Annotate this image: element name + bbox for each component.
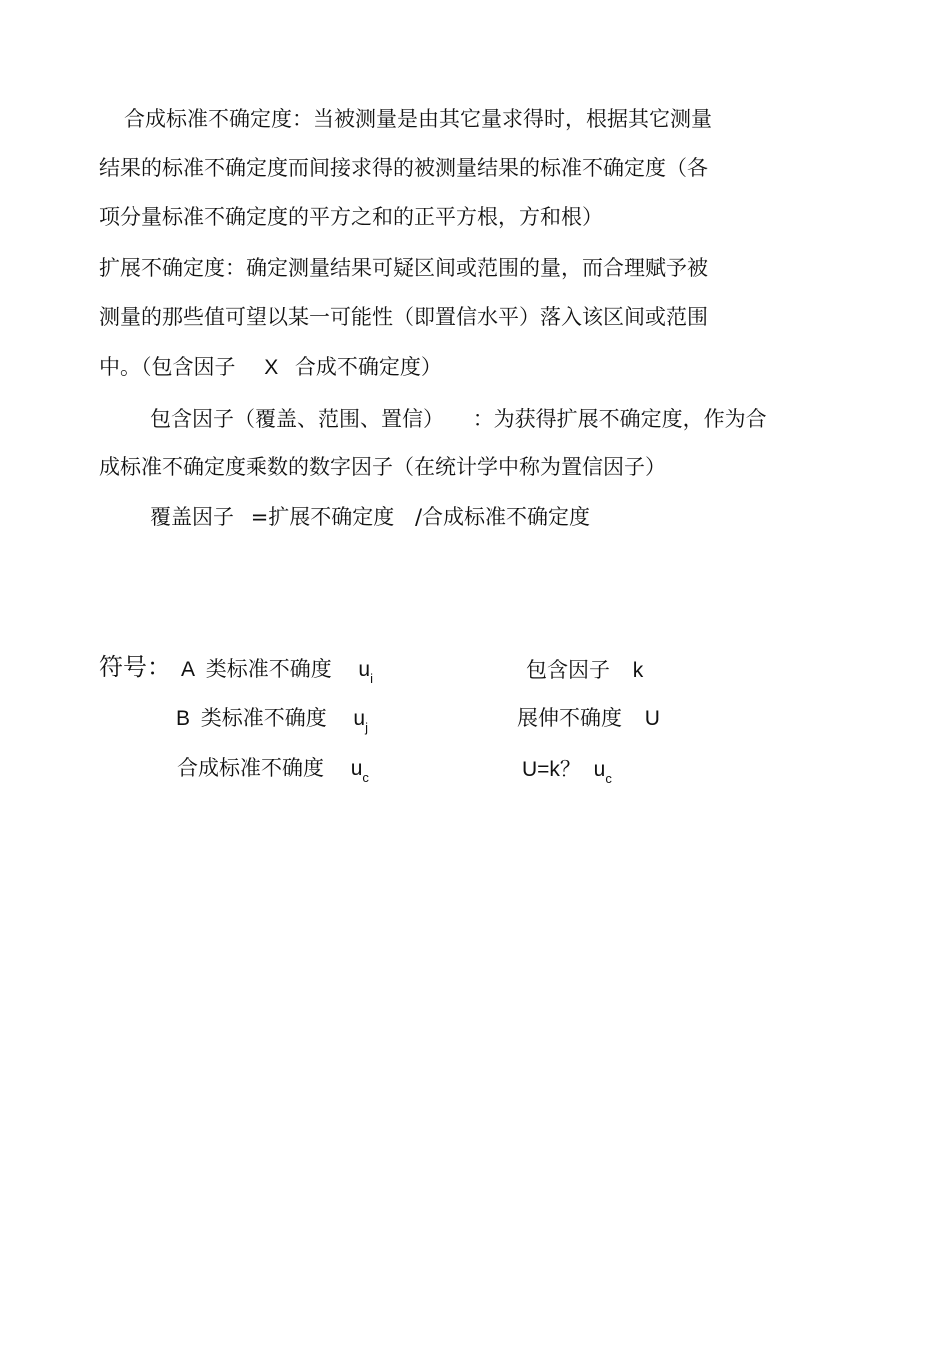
- coverage-factor-symbol: k: [632, 659, 644, 682]
- coverage-factor-text-1b: ：为获得扩展不确定度，作为合: [472, 407, 767, 431]
- symbols-heading: [99, 653, 171, 681]
- coverage-factor-text-1a: 包含因子（覆盖、范围、置信）: [150, 407, 444, 431]
- coverage-factor-text-2: 成标准不确定度乘数的数字因子（在统计学中称为置信因子）: [99, 455, 666, 479]
- relation-symbol: u: [593, 758, 606, 781]
- expanded-uncertainty-line-1: [99, 254, 708, 282]
- formula-term-combined: /合成标准不确定度: [414, 505, 591, 529]
- symbol-typeA: [181, 655, 373, 686]
- combined-subscript: c: [362, 770, 369, 785]
- typeB-label: 类标准不确度: [200, 706, 327, 730]
- typeA-symbol: u: [358, 658, 371, 681]
- relation-expression: U=k？: [522, 758, 581, 781]
- combined-label: 合成标准不确度: [177, 756, 324, 780]
- expanded-uncertainty-line-2: [99, 303, 708, 331]
- typeB-subscript: j: [365, 720, 368, 735]
- coverage-formula-line: [150, 503, 590, 531]
- formula-term-coverage: 覆盖因子: [150, 505, 234, 529]
- symbol-combined: [177, 754, 369, 785]
- typeA-prefix: A: [181, 658, 196, 681]
- combined-uncertainty-text-3: 项分量标准不确定度的平方之和的正平方根，方和根）: [99, 205, 603, 229]
- combined-uncertainty-line-3: [99, 203, 603, 231]
- coverage-factor-line-2: [99, 453, 666, 481]
- symbol-coverage-factor: [526, 656, 643, 685]
- expanded-uncertainty-symbol: U: [644, 707, 660, 730]
- symbol-typeB: [176, 704, 368, 735]
- typeB-prefix: B: [176, 707, 191, 730]
- expanded-uncertainty-text-3b: 合成不确定度）: [294, 355, 442, 379]
- typeA-subscript: i: [370, 671, 373, 686]
- expanded-uncertainty-text-1: 扩展不确定度：确定测量结果可疑区间或范围的量，而合理赋予被: [99, 256, 708, 280]
- typeB-symbol: u: [353, 707, 366, 730]
- combined-uncertainty-text-1: 合成标准不确定度：当被测量是由其它量求得时，根据其它测量: [124, 107, 712, 131]
- typeA-label: 类标准不确度: [205, 657, 332, 681]
- combined-uncertainty-line-1: [124, 105, 712, 133]
- coverage-factor-label: 包含因子: [526, 658, 610, 682]
- relation-subscript: c: [605, 771, 612, 786]
- combined-uncertainty-text-2: 结果的标准不确定度而间接求得的被测量结果的标准不确定度（各: [99, 156, 708, 180]
- expanded-uncertainty-text-2: 测量的那些值可望以某一可能性（即置信水平）落入该区间或范围: [99, 305, 708, 329]
- expanded-uncertainty-label: 展伸不确度: [517, 706, 622, 730]
- symbol-relation: [522, 755, 612, 786]
- multiplication-sign: X: [264, 356, 279, 379]
- combined-symbol: u: [350, 757, 363, 780]
- expanded-uncertainty-line-3: [99, 353, 442, 382]
- coverage-factor-line-1: [150, 405, 767, 433]
- expanded-uncertainty-text-3a: 中。（包含因子: [99, 355, 236, 379]
- combined-uncertainty-line-2: [99, 154, 708, 182]
- symbols-heading-text: 符号：: [99, 653, 171, 681]
- formula-term-expanded: =扩展不确定度: [250, 505, 395, 529]
- symbol-expanded-uncertainty: [517, 704, 660, 733]
